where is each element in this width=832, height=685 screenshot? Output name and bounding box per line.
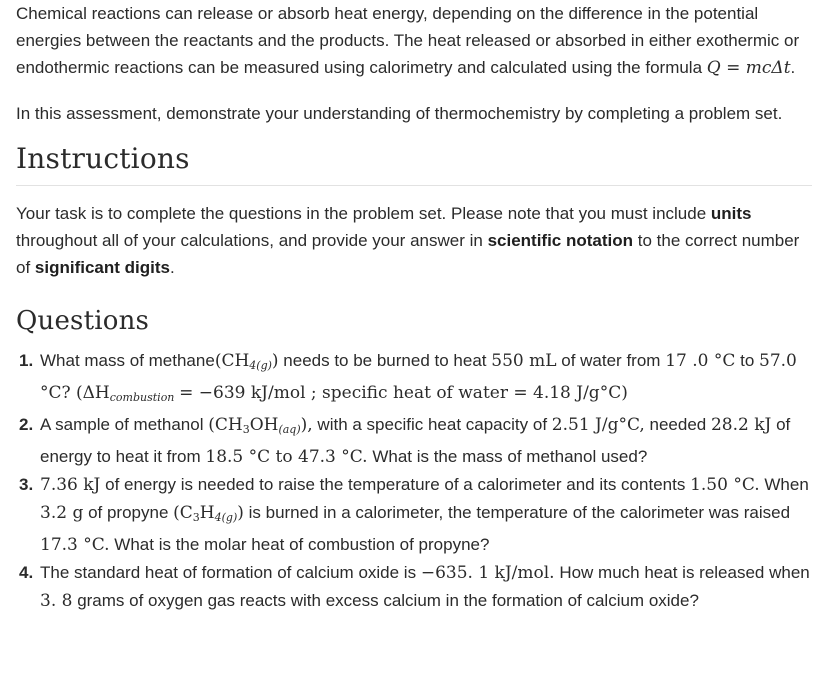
- formula-close: ): [237, 503, 244, 523]
- questions-heading: Questions: [16, 306, 150, 336]
- scientific-notation-emphasis: scientific notation: [487, 231, 634, 250]
- math-value: 17.3 °C.: [40, 535, 110, 555]
- formula-subscript: 4(g): [214, 511, 238, 524]
- formula-close: ): [271, 351, 279, 371]
- math-value: −635. 1 kJ/mol.: [420, 563, 555, 583]
- intro-period: .: [790, 58, 796, 77]
- instructions-heading: Instructions: [16, 142, 190, 175]
- heat-formula: Q = mcΔt: [706, 58, 791, 78]
- question-item: [19, 471, 816, 559]
- instructions-paragraph: [16, 200, 816, 281]
- math-value: = −639 kJ/mol ; specific heat of water = 4.18 J/g°C): [179, 383, 628, 403]
- math-value: 550 mL: [491, 351, 557, 371]
- math-value: 1.50 °C.: [690, 475, 760, 495]
- question-text: is burned in a calorimeter, the temperature of the calorimeter was raised: [248, 503, 791, 522]
- propyne-formula: H: [199, 503, 215, 523]
- instructions-text-c: to the correct number of: [16, 231, 800, 277]
- math-value: 3.2 g: [40, 503, 84, 523]
- question-text: of energy to heat it from: [40, 415, 791, 466]
- question-text: What is the mass of methanol used?: [372, 447, 648, 466]
- question-text: needed: [649, 415, 707, 434]
- question-text: of energy is needed to raise the temperature of a calorimeter and its contents: [105, 475, 686, 494]
- question-item: [19, 411, 816, 471]
- methane-formula: (CH: [214, 351, 250, 371]
- methanol-formula: (CH: [208, 415, 243, 435]
- question-text: When: [764, 475, 809, 494]
- instructions-text-b: throughout all of your calculations, and provide your answer in: [16, 231, 483, 250]
- intro-text: Chemical reactions can release or absorb heat energy, depending on the difference in the potential energies between the reactants and the products. The heat released or absorbed in either exothermic or endothermic reactions can be measured using calorimetry and calculated using the formula: [16, 4, 800, 77]
- formula-subscript: 3: [192, 511, 200, 524]
- formula-subscript: 3: [242, 423, 250, 436]
- question-text: to: [740, 351, 755, 370]
- question-text: grams of oxygen gas reacts with excess calcium in the formation of calcium oxide?: [77, 591, 699, 610]
- question-text: of water from: [561, 351, 661, 370]
- formula-subscript: combustion: [109, 391, 175, 404]
- formula-subscript: 4(g): [249, 359, 272, 372]
- question-number: 1.: [19, 351, 34, 370]
- intro-paragraph: [16, 0, 816, 82]
- math-value: 2.51 J/g°C,: [551, 415, 645, 435]
- question-text: What is the molar heat of combustion of propyne?: [114, 535, 490, 554]
- question-item: [19, 559, 816, 615]
- instructions-period: .: [169, 258, 175, 277]
- question-item: [19, 347, 816, 411]
- math-value: 17 .0 °C: [665, 351, 736, 371]
- math-value: 28.2 kJ: [710, 415, 772, 435]
- math-value: 57.0 °C? (ΔH: [40, 351, 797, 403]
- propyne-formula: (C: [173, 503, 193, 523]
- question-number: 4.: [19, 563, 34, 582]
- question-text: What mass of methane: [40, 351, 215, 370]
- question-text: with a specific heat capacity of: [317, 415, 548, 434]
- question-text: The standard heat of formation of calcium oxide is: [40, 563, 417, 582]
- formula-close: ),: [300, 415, 313, 435]
- question-list: [16, 347, 816, 615]
- formula-subscript: (aq): [278, 423, 301, 436]
- question-text: How much heat is released when: [559, 563, 810, 582]
- units-emphasis: units: [710, 204, 752, 223]
- question-text: A sample of methanol: [40, 415, 204, 434]
- question-text: of propyne: [88, 503, 169, 522]
- instructions-text-a: Your task is to complete the questions in the problem set. Please note that you must include: [16, 204, 707, 223]
- question-number: 3.: [19, 475, 34, 494]
- assessment-description: In this assessment, demonstrate your understanding of thermochemistry by completing a problem set.: [16, 104, 783, 123]
- math-value: 7.36 kJ: [40, 475, 101, 495]
- math-value: 18.5 °C to 47.3 °C.: [205, 447, 368, 467]
- math-value: 3. 8: [40, 591, 73, 611]
- significant-digits-emphasis: significant digits: [34, 258, 170, 277]
- question-number: 2.: [19, 415, 34, 434]
- question-text: needs to be burned to heat: [283, 351, 487, 370]
- methanol-formula: OH: [249, 415, 279, 435]
- heading-divider: [16, 185, 812, 186]
